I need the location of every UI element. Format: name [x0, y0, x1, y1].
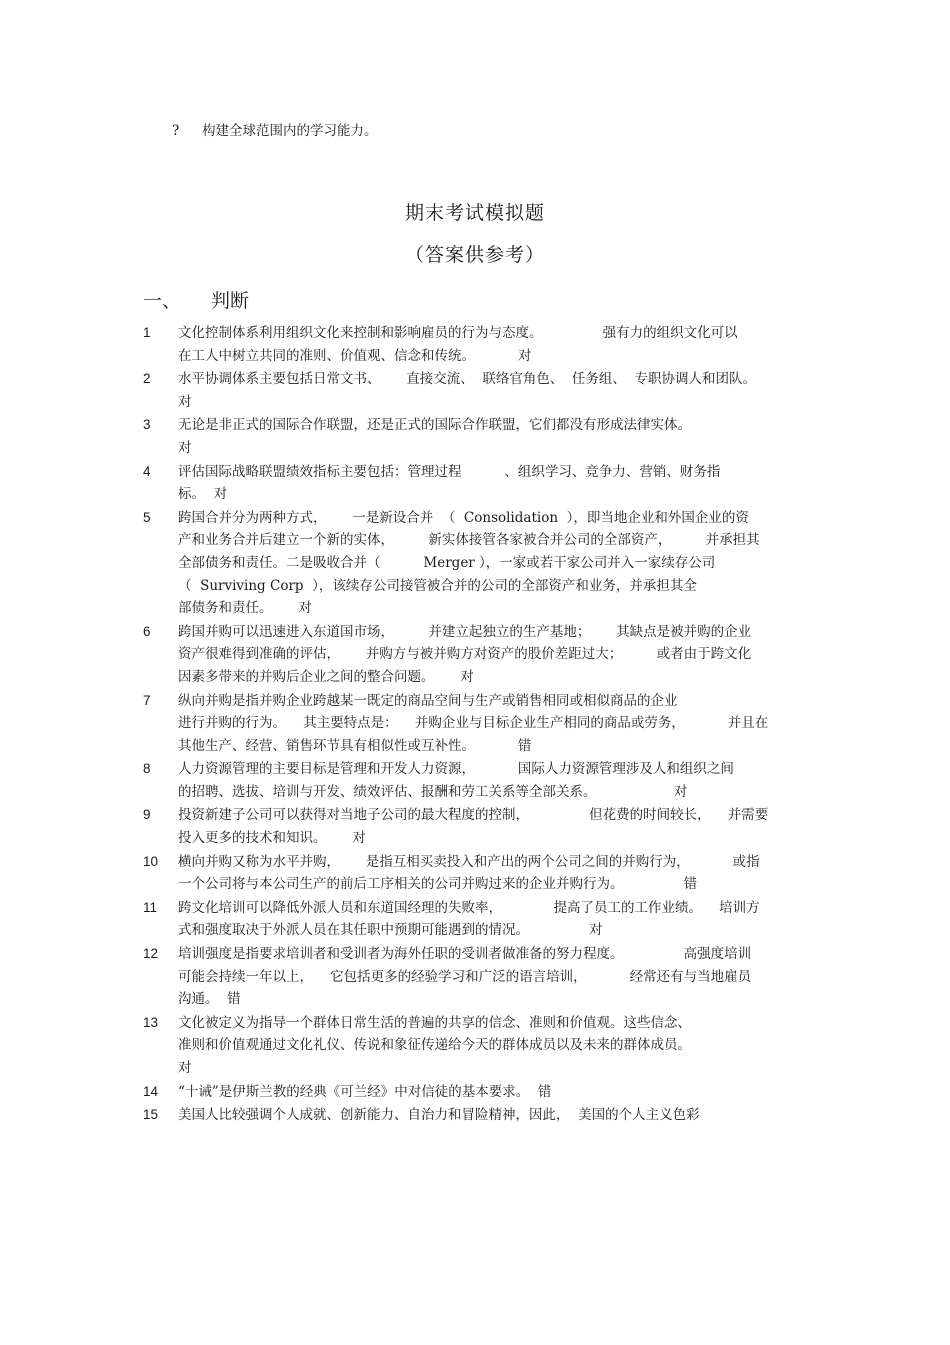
bullet-text: 构建全球范围内的学习能力。 — [202, 123, 378, 139]
question-number: 10 — [143, 853, 159, 869]
question-text-line: 水平协调体系主要包括日常文书、 直接交流、 联络官角色、 任务组、 专职协调人和团队。 — [178, 371, 756, 388]
question-text-line: 的招聘、选拔、培训与开发、绩效评估、报酬和劳工关系等全部关系。 对 — [178, 783, 688, 800]
question-text-line: 全部债务和责任。二是吸收合并（ Merger ），一家或若干家公司并入一家续存公司 — [178, 554, 716, 571]
question-item — [0, 758, 806, 803]
question-item — [0, 690, 806, 758]
question-item — [0, 897, 806, 942]
page-title: 期末考试模拟题 — [404, 202, 545, 224]
question-text-line: 投资新建子公司可以获得对当地子公司的最大程度的控制， 但花费的时间较长， 并需要 — [178, 807, 769, 824]
question-number: 3 — [143, 417, 151, 433]
question-number: 12 — [143, 946, 159, 962]
question-text-line: 对 — [178, 1060, 192, 1076]
question-text-line: 跨文化培训可以降低外派人员和东道国经理的失败率， 提高了员工的工作业绩。 培训方 — [178, 899, 760, 916]
question-number: 5 — [143, 509, 151, 525]
question-item — [0, 368, 806, 413]
question-text-line: 对 — [178, 393, 192, 410]
question-text-line: “十诫”是伊斯兰教的经典《可兰经》中对信徒的基本要求。 错 — [178, 1083, 552, 1100]
question-text-line: 对 — [178, 439, 192, 456]
question-text-line: 投入更多的技术和知识。 对 — [178, 830, 366, 847]
question-number: 1 — [143, 325, 151, 340]
bullet-line — [172, 121, 378, 141]
question-item — [0, 804, 806, 849]
question-item — [0, 461, 806, 506]
question-text-line: 沟通。 错 — [178, 991, 241, 1008]
question-text-line: 其他生产、经营、销售环节具有相似性或互补性。 错 — [178, 737, 532, 754]
question-item — [0, 1012, 806, 1080]
question-text-line: 式和强度取决于外派人员在其任职中预期可能遇到的情况。 对 — [178, 922, 603, 939]
question-text-line: 无论是非正式的国际合作联盟，还是正式的国际合作联盟，它们都没有形成法律实体。 — [178, 417, 691, 434]
question-number: 4 — [143, 463, 151, 479]
question-text-line: 因素多带来的并购后企业之间的整合问题。 对 — [178, 668, 474, 685]
question-text-line: 跨国合并分为两种方式， 一是新设合并 （ Consolidation ），即当地企业和外国企业的资 — [178, 509, 749, 526]
question-text-line: （ Surviving Corp ），该续存公司接管被合并的公司的全部资产和业务，并承担其全 — [178, 577, 697, 594]
question-item — [0, 1104, 806, 1127]
bullet-mark: ? — [172, 123, 180, 139]
question-number: 11 — [143, 899, 158, 915]
question-text-line: 在工人中树立共同的准则、价值观、信念和传统。 对 — [178, 347, 532, 364]
page-subtitle: （答案供参考） — [404, 244, 545, 266]
question-number: 6 — [143, 623, 151, 639]
question-text-line: 标。 对 — [178, 486, 228, 503]
question-text-line: 文化控制体系利用组织文化来控制和影响雇员的行为与态度。 强有力的组织文化可以 — [178, 325, 738, 341]
question-number: 15 — [143, 1107, 159, 1123]
question-number: 2 — [143, 371, 151, 387]
question-text-line: 培训强度是指要求培训者和受训者为海外任职的受训者做准备的努力程度。 高强度培训 — [178, 946, 752, 963]
question-item — [0, 414, 806, 459]
question-text-line: 资产很难得到准确的评估， 并购方与被并购方对资产的股价差距过大； 或者由于跨文化 — [178, 646, 752, 663]
question-item — [0, 1081, 806, 1104]
question-text-line: 产和业务合并后建立一个新的实体， 新实体接管各家被合并公司的全部资产， 并承担其 — [178, 532, 760, 549]
question-text-line: 可能会持续一年以上， 它包括更多的经验学习和广泛的语言培训， 经常还有与当地雇员 — [178, 968, 752, 985]
question-list — [0, 322, 950, 1128]
question-text-line: 人力资源管理的主要目标是管理和开发人力资源， 国际人力资源管理涉及人和组织之间 — [178, 761, 734, 778]
question-text-line: 一个公司将与本公司生产的前后工序相关的公司并购过来的企业并购行为。 错 — [178, 876, 698, 893]
question-text-line: 纵向并购是指并购企业跨越某一既定的商品空间与生产或销售相同或相似商品的企业 — [178, 692, 678, 709]
question-number: 7 — [143, 692, 151, 708]
question-number: 13 — [143, 1014, 159, 1030]
question-text-line: 进行并购的行为。 其主要特点是： 并购企业与目标企业生产相同的商品或劳务， 并且在 — [178, 715, 769, 732]
question-text-line: 横向并购又称为水平并购， 是指互相买卖投入和产出的两个公司之间的并购行为， 或指 — [178, 853, 760, 870]
question-item — [0, 851, 806, 896]
question-text-line: 跨国并购可以迅速进入东道国市场， 并建立起独立的生产基地； 其缺点是被并购的企业 — [178, 623, 752, 640]
question-text-line: 文化被定义为指导一个群体日常生活的普遍的共享的信念、准则和价值观。这些信念、 — [178, 1014, 691, 1031]
question-item — [0, 943, 806, 1011]
question-text-line: 评估国际战略联盟绩效指标主要包括：管理过程 、组织学习、竞争力、营销、财务指 — [178, 463, 721, 480]
question-item — [0, 621, 806, 689]
section-heading — [143, 286, 249, 313]
question-text-line: 准则和价值观通过文化礼仪、传说和象征传递给今天的群体成员以及未来的群体成员。 — [178, 1037, 691, 1054]
question-number: 8 — [143, 761, 151, 777]
question-number: 14 — [143, 1083, 159, 1099]
question-text-line: 部债务和责任。 对 — [178, 600, 312, 617]
section-label: 判断 — [211, 290, 250, 312]
question-item — [0, 322, 806, 367]
question-number: 9 — [143, 807, 151, 823]
section-number: 一、 — [143, 290, 182, 312]
question-item — [0, 507, 806, 620]
question-text-line: 美国人比较强调个人成就、创新能力、自治力和冒险精神，因此， 美国的个人主义色彩 — [178, 1107, 700, 1124]
